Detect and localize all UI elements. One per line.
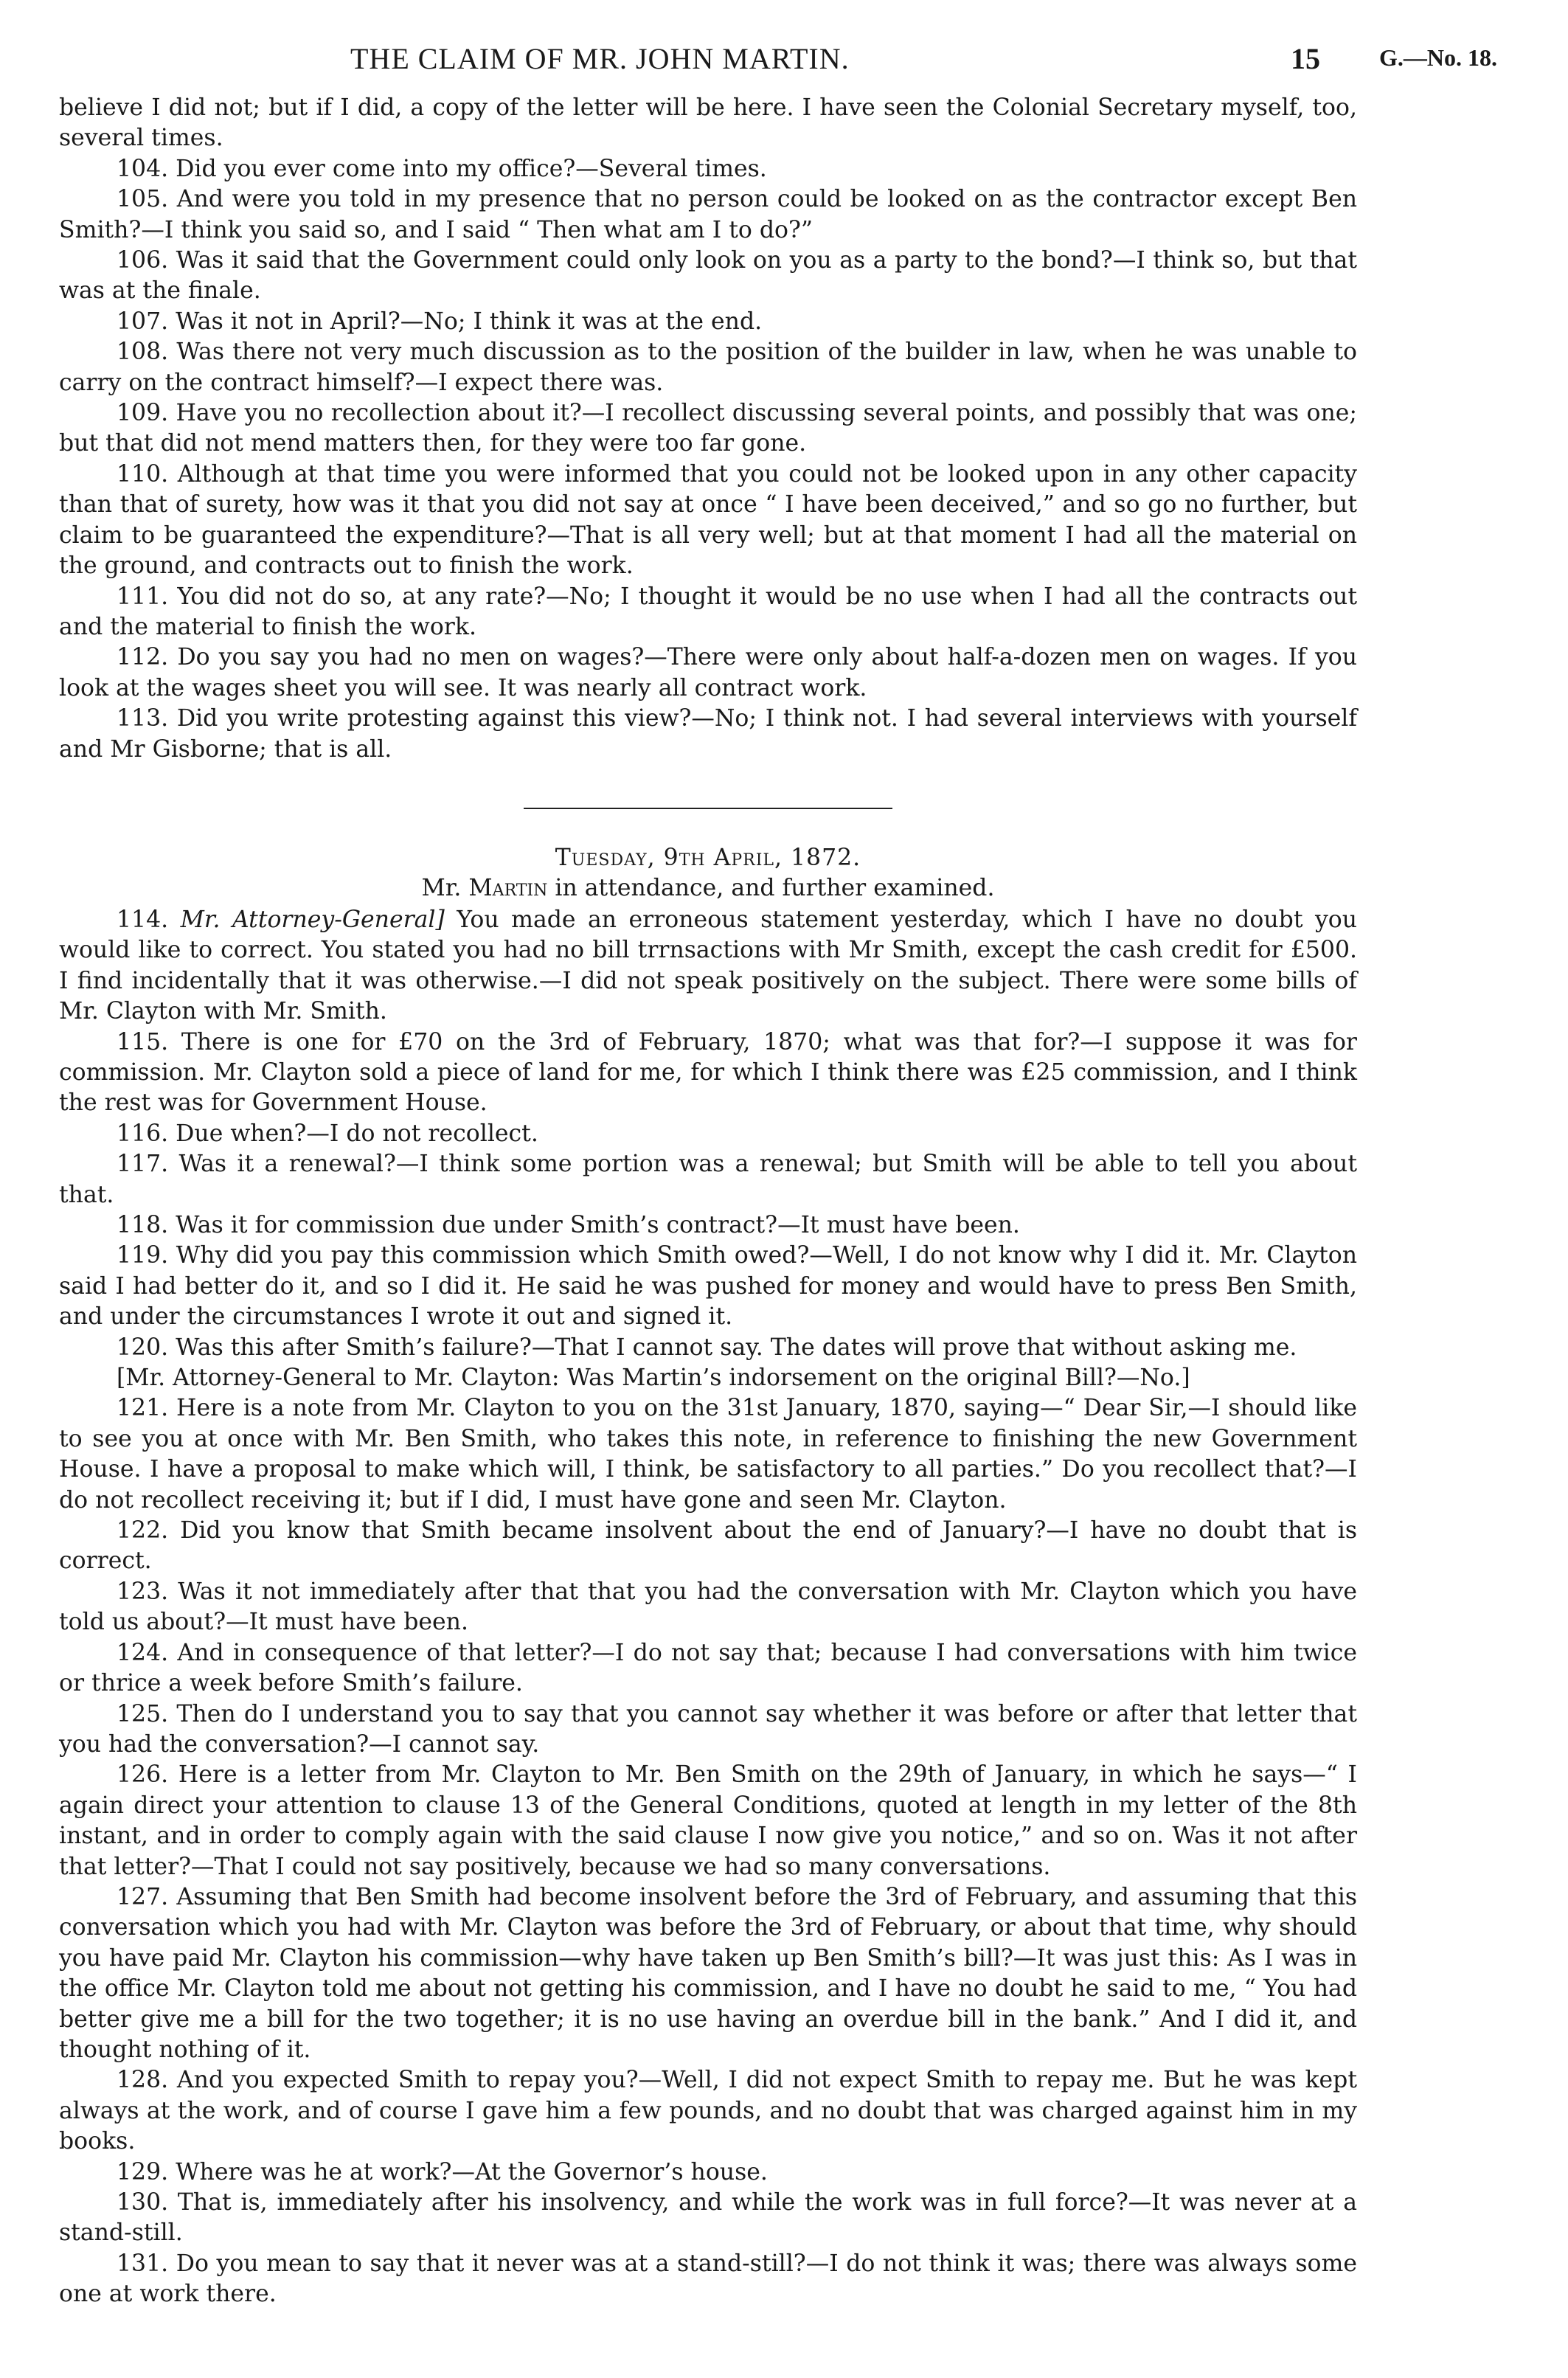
page-number: 15: [1291, 42, 1320, 75]
question-paragraph: 121. Here is a note from Mr. Clayton to you on the 31st January, 1870, saying—“ Dear Sir,—I should like to see you at once with Mr. Ben Smith, who takes this note, in reference to finishing the new Government House. I have a proposal to make which will, I think, be satisfactory to all parties.” Do you recollect that?—I do not recollect receiving it; but if I did, I must have gone and seen Mr. Clayton.: [59, 1395, 1357, 1514]
body-text: [59, 93, 1357, 2310]
speaker-label: Mr. Attorney-General]: [180, 906, 445, 933]
question-paragraph: [59, 905, 1357, 1027]
question-paragraph: 105. And were you told in my presence that no person could be looked on as the contractor except Ben Smith?—I think you said so, and I said “ Then what am I to do?”: [59, 186, 1357, 243]
question-paragraph: 117. Was it a renewal?—I think some portion was a renewal; but Smith will be able to tell you about that.: [59, 1151, 1357, 1208]
question-paragraph: 126. Here is a letter from Mr. Clayton to Mr. Ben Smith on the 29th of January, in which he says—“ I again direct your attention to clause 13 of the General Conditions, quoted at length in my letter of the 8th instant, and in order to comply again with the said clause I now give you notice,” and so on. Was it not after that letter?—That I could not say positively, because we had so many conversations.: [59, 1761, 1357, 1880]
question-paragraph: 130. That is, immediately after his insolvency, and while the work was in full force?—It was never at a stand-still.: [59, 2189, 1357, 2247]
question-paragraph: 104. Did you ever come into my office?—Several times.: [117, 155, 767, 182]
question-paragraph: 113. Did you write protesting against this view?—No; I think not. I had several interviews with yourself and Mr Gisborne; that is all.: [59, 705, 1357, 763]
attendance-prefix: Mr.: [421, 874, 462, 901]
question-paragraph: 120. Was this after Smith’s failure?—That I cannot say. The dates will prove that without asking me.: [117, 1334, 1297, 1361]
document-page: [59, 41, 1497, 2310]
question-paragraph: 115. There is one for £70 on the 3rd of February, 1870; what was that for?—I suppose it was for commission. Mr. Clayton sold a piece of land for me, for which I think there was £25 commission, and I think the rest was for Government House.: [59, 1028, 1357, 1117]
document-reference: G.—No. 18.: [1379, 44, 1497, 71]
question-paragraph: 127. Assuming that Ben Smith had become insolvent before the 3rd of February, and assuming that this conversation which you had with Mr. Clayton was before the 3rd of February, or about that time, why should you have paid Mr. Clayton his commission—why have taken up Ben Smith’s bill?—It was just this: As I was in the office Mr. Clayton told me about not getting his commission, and I have no doubt he said to me, “ You had better give me a bill for the two together; it is no use having an overdue bill in the bank.” And I did it, and thought nothing of it.: [59, 1883, 1357, 2063]
witness-name: Martin: [468, 874, 548, 901]
question-paragraph: 122. Did you know that Smith became insolvent about the end of January?—I have no doubt that is correct.: [59, 1517, 1357, 1575]
question-paragraph: 129. Where was he at work?—At the Governor’s house.: [117, 2158, 768, 2185]
question-paragraph: 131. Do you mean to say that it never was at a stand-still?—I do not think it was; there was always some one at work there.: [59, 2250, 1357, 2308]
question-paragraph: 123. Was it not immediately after that that you had the conversation with Mr. Clayton which you have told us about?—It must have been.: [59, 1578, 1357, 1636]
question-paragraph: 108. Was there not very much discussion as to the position of the builder in law, when he was unable to carry on the contract himself?—I expect there was.: [59, 339, 1357, 396]
question-paragraph: 112. Do you say you had no men on wages?—There were only about half-a-dozen men on wages. If you look at the wages sheet you will see. It was nearly all contract work.: [59, 644, 1357, 701]
question-paragraph: 110. Although at that time you were informed that you could not be looked upon in any other capacity than that of surety, how was it that you did not say at once “ I have been deceived,” and so go no further, but claim to be guaranteed the expenditure?—That is all very well; but at that moment I had all the material on the ground, and contracts out to finish the work.: [59, 460, 1357, 580]
question-paragraph: 109. Have you no recollection about it?—I recollect discussing several points, and possibly that was one; but that did not mend matters then, for they were too far gone.: [59, 400, 1357, 457]
question-paragraph: 124. And in consequence of that letter?—I do not say that; because I had conversations with him twice or thrice a week before Smith’s failure.: [59, 1639, 1357, 1697]
session-date: Tuesday, 9th April, 1872.: [555, 844, 861, 871]
question-paragraph: 125. Then do I understand you to say that you cannot say whether it was before or after that letter that you had the conversation?—I cannot say.: [59, 1700, 1357, 1758]
attendance-text: in attendance, and further examined.: [555, 874, 995, 901]
question-paragraph: 106. Was it said that the Government could only look on you as a party to the bond?—I think so, but that was at the finale.: [59, 247, 1357, 305]
page-header: [59, 41, 1497, 93]
question-paragraph: 118. Was it for commission due under Smith’s contract?—It must have been.: [117, 1212, 1020, 1238]
running-title: THE CLAIM OF MR. JOHN MARTIN.: [350, 42, 850, 75]
question-paragraph: 116. Due when?—I do not recollect.: [117, 1120, 538, 1147]
section-divider: [524, 808, 892, 809]
question-paragraph: 107. Was it not in April?—No; I think it was at the end.: [117, 308, 763, 335]
question-text: You made an erroneous statement yesterday, which I have no doubt you would like to correct. You stated you had no bill trrnsactions with Mr Smith, except the cash credit for £500. I find incidentally that it was otherwise.—I did not speak positively on the subject. There were some bills of Mr. Clayton with Mr. Smith.: [59, 906, 1358, 1025]
paragraph: believe I did not; but if I did, a copy of the letter will be here. I have seen the Colonial Secretary myself, too, several times.: [59, 94, 1357, 152]
question-paragraph: 128. And you expected Smith to repay you?—Well, I did not expect Smith to repay me. But he was kept always at the work, and of course I gave him a few pounds, and no doubt that was charged against him in my books.: [59, 2067, 1357, 2155]
question-paragraph: 111. You did not do so, at any rate?—No; I thought it would be no use when I had all the contracts out and the material to finish the work.: [59, 583, 1357, 640]
question-paragraph: 119. Why did you pay this commission which Smith owed?—Well, I do not know why I did it. Mr. Clayton said I had better do it, and so I did it. He said he was pushed for money and would have to press Ben Smith, and under the circumstances I wrote it out and signed it.: [59, 1242, 1357, 1331]
session-attendance: [59, 873, 1357, 904]
question-number: 114.: [117, 906, 169, 933]
bracketed-note: [Mr. Attorney-General to Mr. Clayton: Was Martin’s indorsement on the original Bill?—No.]: [117, 1365, 1190, 1392]
